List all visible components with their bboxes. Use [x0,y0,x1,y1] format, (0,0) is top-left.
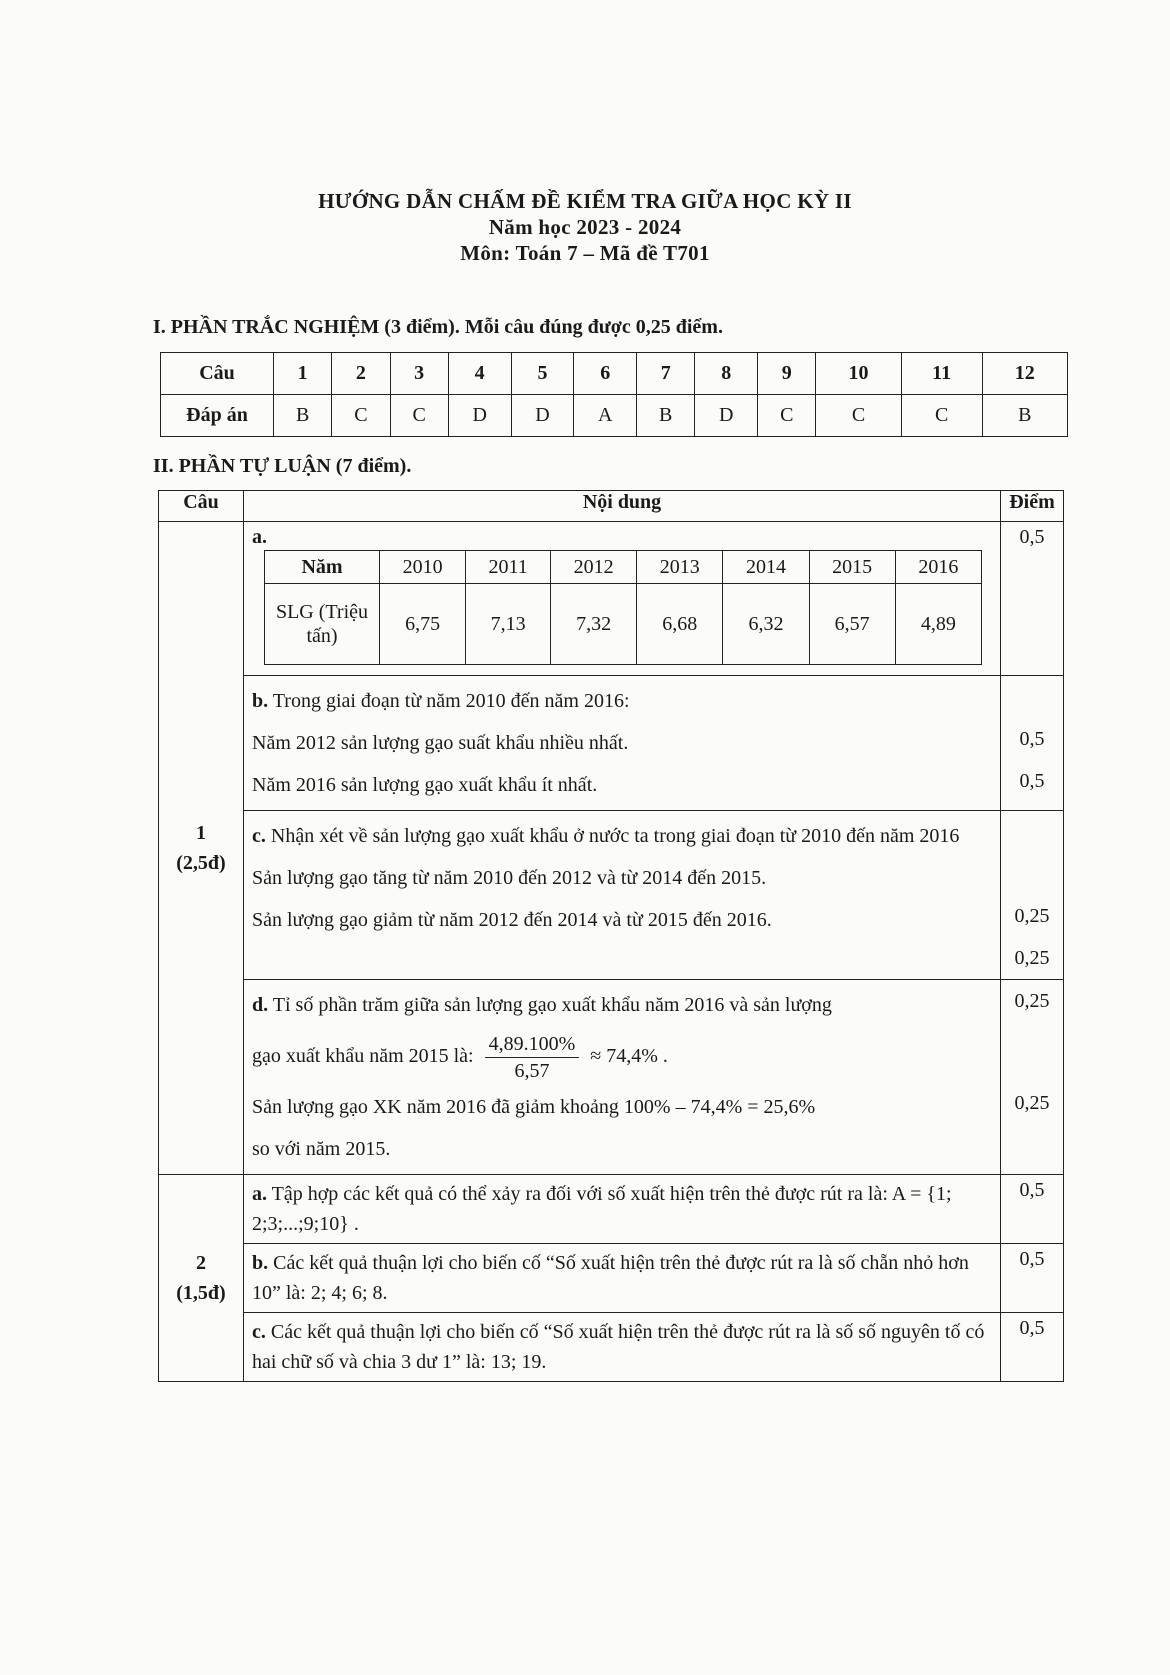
q1-c-label: c. [252,825,266,847]
q1-number: 1 [196,822,206,844]
q2-label-cell [159,1175,244,1382]
value-cell: 7,32 [550,584,636,665]
q2-part-b-content [244,1244,1001,1313]
q1-b-points-cell [1001,676,1064,811]
q1-b-line2: Năm 2016 sản lượng gạo xuất khẩu ít nhất. [252,774,598,796]
value-cell: 4,89 [895,584,981,665]
q1-d-line1: d. Tỉ số phần trăm giữa sản lượng gạo xuất khẩu năm 2016 và sản lượng [252,994,832,1016]
q1-b-line1: Năm 2012 sản lượng gạo suất khẩu nhiều nhất. [252,732,629,754]
q2-a-label: a. [252,1183,267,1205]
q1-d-line3: Sản lượng gạo XK năm 2016 đã giảm khoảng 100% – 74,4% = 25,6% [252,1096,816,1118]
answer-cell: C [758,395,816,437]
q1-total-points: (2,5đ) [176,852,226,874]
answer-cell: B [274,395,332,437]
q1-b-line2-points: 0,5 [1019,770,1045,792]
q2-b-points: 0,5 [1019,1248,1045,1270]
q1-part-c-row [159,811,1064,980]
answer-cell: D [511,395,574,437]
col-header-points: Điểm [1001,491,1064,522]
answer-cell: C [390,395,448,437]
q2-a-points-cell [1001,1175,1064,1244]
q1-c-points-cell [1001,811,1064,980]
year-cell: 2010 [380,551,466,584]
question-number: 11 [901,353,982,395]
value-cell: 7,13 [466,584,551,665]
answer-cell: B [982,395,1067,437]
question-number: 5 [511,353,574,395]
year-row [265,551,982,584]
q2-c-points: 0,5 [1019,1317,1045,1339]
year-cell: 2016 [895,551,981,584]
q1-part-b-content [244,676,1001,811]
q2-number: 2 [196,1252,206,1274]
q1-part-c-content [244,811,1001,980]
answer-row [161,395,1068,437]
value-cell: 6,32 [723,584,809,665]
document-title: HƯỚNG DẪN CHẤM ĐỀ KIỂM TRA GIỮA HỌC KỲ II [318,189,852,213]
essay-grading-table [158,490,1064,1382]
question-number: 3 [390,353,448,395]
question-number: 1 [274,353,332,395]
q1-d-line4: so với năm 2015. [252,1138,391,1160]
document-header [0,188,1170,266]
year-label: Năm [265,551,380,584]
q1-part-d-row [159,980,1064,1175]
answer-cell: C [901,395,982,437]
subject-line: Môn: Toán 7 – Mã đề T701 [460,241,710,265]
year-cell: 2015 [809,551,895,584]
answer-cell: D [695,395,758,437]
school-year: Năm học 2023 - 2024 [488,215,682,239]
q1-d-line1-points: 0,25 [1014,990,1050,1012]
q1-a-label: a. [252,526,267,548]
answer-cell: C [816,395,901,437]
q2-a-points: 0,5 [1019,1179,1045,1201]
row-label-answer: Đáp án [161,395,274,437]
year-cell: 2013 [637,551,723,584]
value-row [265,584,982,665]
section1-title: I. PHẦN TRẮC NGHIỆM (3 điểm). Mỗi câu đúng được 0,25 điểm. [153,316,723,338]
rice-export-table [264,550,982,665]
q2-part-a-content [244,1175,1001,1244]
col-header-content: Nội dung [244,491,1001,522]
q2-b-points-cell [1001,1244,1064,1313]
q1-c-line1-points: 0,25 [1014,905,1050,927]
q1-a-points-cell [1001,522,1064,676]
year-cell: 2011 [466,551,551,584]
q2-c-label: c. [252,1321,266,1343]
q2-c-points-cell [1001,1313,1064,1382]
answer-cell: A [574,395,637,437]
q1-d-line3-points: 0,25 [1014,1092,1050,1114]
row-label-question: Câu [161,353,274,395]
q2-part-a-row [159,1175,1064,1244]
question-number: 4 [448,353,511,395]
q2-part-c-content [244,1313,1001,1382]
year-cell: 2014 [723,551,809,584]
q1-d-line2: gạo xuất khẩu năm 2015 là: $\frac{4,89.100\%}{6,57}$ ≈ 74,4% . [252,1032,668,1082]
q2-part-b-row [159,1244,1064,1313]
q1-c-line2: Sản lượng gạo giảm từ năm 2012 đến 2014 và từ 2015 đến 2016. [252,909,772,931]
value-cell: 6,75 [380,584,466,665]
answer-cell: B [637,395,695,437]
fraction-numerator: 4,89.100% [485,1031,580,1058]
question-number: 10 [816,353,901,395]
question-number: 9 [758,353,816,395]
q1-d-label: d. [252,994,269,1016]
question-number: 2 [332,353,390,395]
value-label: SLG (Triệu tấn) [265,584,380,665]
question-number: 7 [637,353,695,395]
question-number: 6 [574,353,637,395]
q2-c-text: Các kết quả thuận lợi cho biến cố “Số xuất hiện trên thẻ được rút ra là số số nguyên tố có hai chữ số và chia 3 dư 1” là: 13; 19. [252,1321,985,1373]
col-header-question: Câu [159,491,244,522]
q1-part-d-content [244,980,1001,1175]
value-cell: 6,57 [809,584,895,665]
q1-c-line1: Sản lượng gạo tăng từ năm 2010 đến 2012 và từ 2014 đến 2015. [252,867,767,889]
q2-total-points: (1,5đ) [176,1282,226,1304]
essay-header-row [159,491,1064,522]
q1-part-a-row [159,522,1064,676]
q1-part-b-row [159,676,1064,811]
q2-a-text: Tập hợp các kết quả có thể xảy ra đối với số xuất hiện trên thẻ được rút ra là: A = {1; 2;3;...;9;10} . [252,1183,952,1235]
q1-c-intro: c. Nhận xét về sản lượng gạo xuất khẩu ở nước ta trong giai đoạn từ 2010 đến năm 2016 [252,825,960,847]
year-cell: 2012 [550,551,636,584]
question-number: 12 [982,353,1067,395]
answer-key-table [160,352,1068,437]
q2-b-label: b. [252,1252,269,1274]
q1-b-label: b. [252,690,269,712]
fraction-denominator: 6,57 [514,1059,550,1082]
answer-cell: D [448,395,511,437]
question-number-row [161,353,1068,395]
value-cell: 6,68 [637,584,723,665]
q2-b-text: Các kết quả thuận lợi cho biến cố “Số xuất hiện trên thẻ được rút ra là số chẵn nhỏ hơn 10” là: 2; 4; 6; 8. [252,1252,969,1304]
section2-title: II. PHẦN TỰ LUẬN (7 điểm). [153,455,412,477]
q1-c-line2-points: 0,25 [1014,947,1050,969]
answer-cell: C [332,395,390,437]
q1-a-points: 0,5 [1019,526,1045,548]
q1-b-line1-points: 0,5 [1019,728,1045,750]
percentage-fraction [485,1031,580,1084]
q1-label-cell [159,522,244,1175]
question-number: 8 [695,353,758,395]
q1-part-a-content [244,522,1001,676]
q1-d-points-cell [1001,980,1064,1175]
q1-b-intro: b. Trong giai đoạn từ năm 2010 đến năm 2016: [252,690,630,712]
q2-part-c-row [159,1313,1064,1382]
